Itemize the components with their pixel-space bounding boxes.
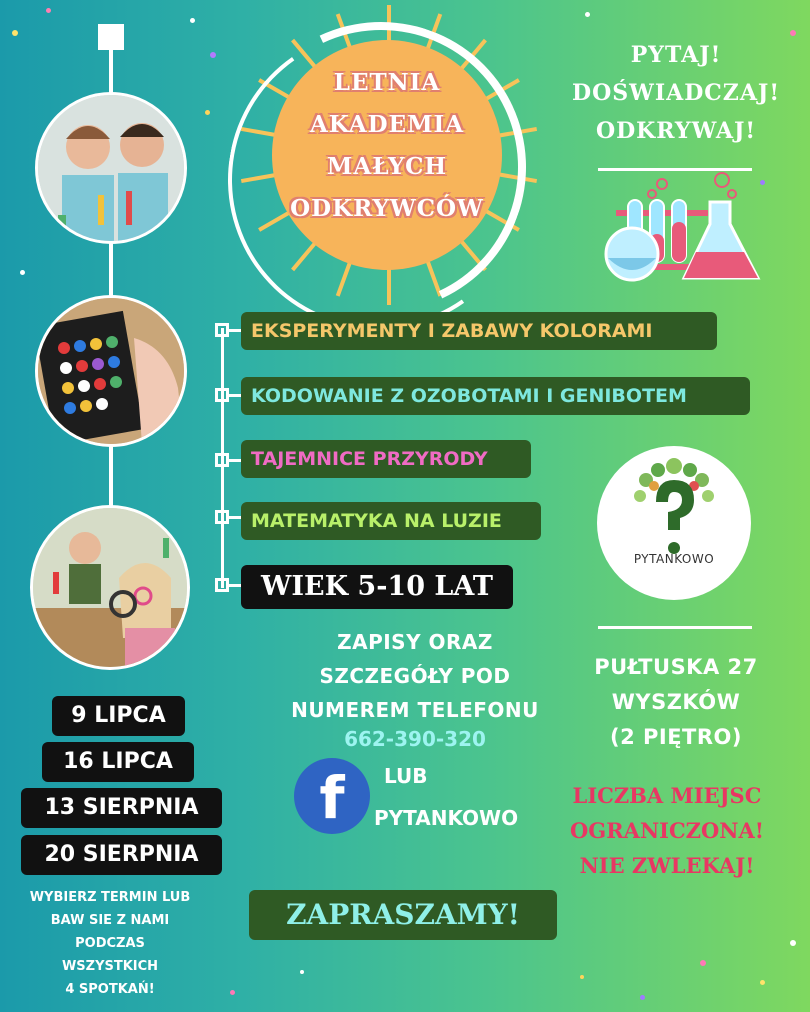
poster-title xyxy=(272,62,502,230)
limit-line: OGRANICZONA! xyxy=(569,818,765,843)
date-badge: 13 SIERPNIA xyxy=(21,788,222,828)
headline-line: ODKRYWAJ! xyxy=(595,118,757,144)
choose-line: BAW SIE Z NAMI xyxy=(50,913,170,928)
address xyxy=(566,650,786,755)
pytankowo-logo xyxy=(597,446,751,600)
activity-item xyxy=(241,312,717,350)
limited-places-notice xyxy=(548,778,786,883)
bullet-square-icon xyxy=(215,453,229,467)
divider xyxy=(598,626,752,629)
activity-label: TAJEMNICE PRZYRODY xyxy=(251,448,488,470)
address-line: PUŁTUSKA 27 xyxy=(594,655,758,679)
headline-line: DOŚWIADCZAJ! xyxy=(572,80,780,106)
activity-label: EKSPERYMENTY I ZABAWY KOLORAMI xyxy=(251,320,653,342)
bullet-square-icon xyxy=(215,510,229,524)
headline-line: PYTAJ! xyxy=(630,42,722,68)
invite-banner: ZAPRASZAMY! xyxy=(249,890,557,940)
activity-item xyxy=(241,440,531,478)
headline xyxy=(556,36,796,150)
photo-kids-experiment xyxy=(35,92,187,244)
facebook-page-name[interactable]: PYTANKOWO xyxy=(374,806,519,830)
divider xyxy=(598,168,752,171)
date-badge: 20 SIERPNIA xyxy=(21,835,222,875)
bullet-square-icon xyxy=(215,323,229,337)
signup-line: NUMEREM TELEFONU xyxy=(291,698,539,722)
choose-line: WSZYSTKICH xyxy=(61,959,159,974)
photo-magnifier-kids xyxy=(30,505,190,670)
activity-label: KODOWANIE Z OZOBOTAMI I GENIBOTEM xyxy=(251,385,687,407)
logo-text: PYTANKOWO xyxy=(633,552,715,566)
choose-line: WYBIERZ TERMIN LUB xyxy=(29,890,191,905)
address-line: WYSZKÓW xyxy=(611,690,741,714)
facebook-icon[interactable]: f xyxy=(294,758,370,834)
lab-flasks-icon xyxy=(592,172,764,284)
age-badge: WIEK 5-10 LAT xyxy=(241,565,513,609)
timeline-top-marker xyxy=(98,24,124,50)
choose-date-note xyxy=(12,886,208,1001)
signup-info xyxy=(262,625,568,727)
title-line: ODKRYWCÓW xyxy=(290,195,484,222)
lub-text: LUB xyxy=(384,764,428,788)
limit-line: NIE ZWLEKAJ! xyxy=(579,853,755,878)
choose-line: PODCZAS xyxy=(75,936,145,951)
phone-number[interactable]: 662-390-320 xyxy=(344,727,486,751)
photo-colors-board xyxy=(35,295,187,447)
date-badge: 9 LIPCA xyxy=(52,696,185,736)
activity-label: MATEMATYKA NA LUZIE xyxy=(251,510,502,532)
date-badge: 16 LIPCA xyxy=(42,742,194,782)
activity-item xyxy=(241,377,750,415)
signup-line: ZAPISY ORAZ xyxy=(337,630,493,654)
bullet-square-icon xyxy=(215,388,229,402)
bullet-square-icon xyxy=(215,578,229,592)
choose-line: 4 SPOTKAŃ! xyxy=(65,982,155,997)
address-line: (2 PIĘTRO) xyxy=(609,725,742,749)
limit-line: LICZBA MIEJSC xyxy=(572,783,762,808)
signup-line: SZCZEGÓŁY POD xyxy=(319,664,511,688)
question-mark-tree-icon xyxy=(624,458,724,558)
title-line: MAŁYCH xyxy=(326,153,448,180)
title-line: AKADEMIA xyxy=(309,111,465,138)
activity-item xyxy=(241,502,541,540)
title-line: LETNIA xyxy=(333,69,441,96)
